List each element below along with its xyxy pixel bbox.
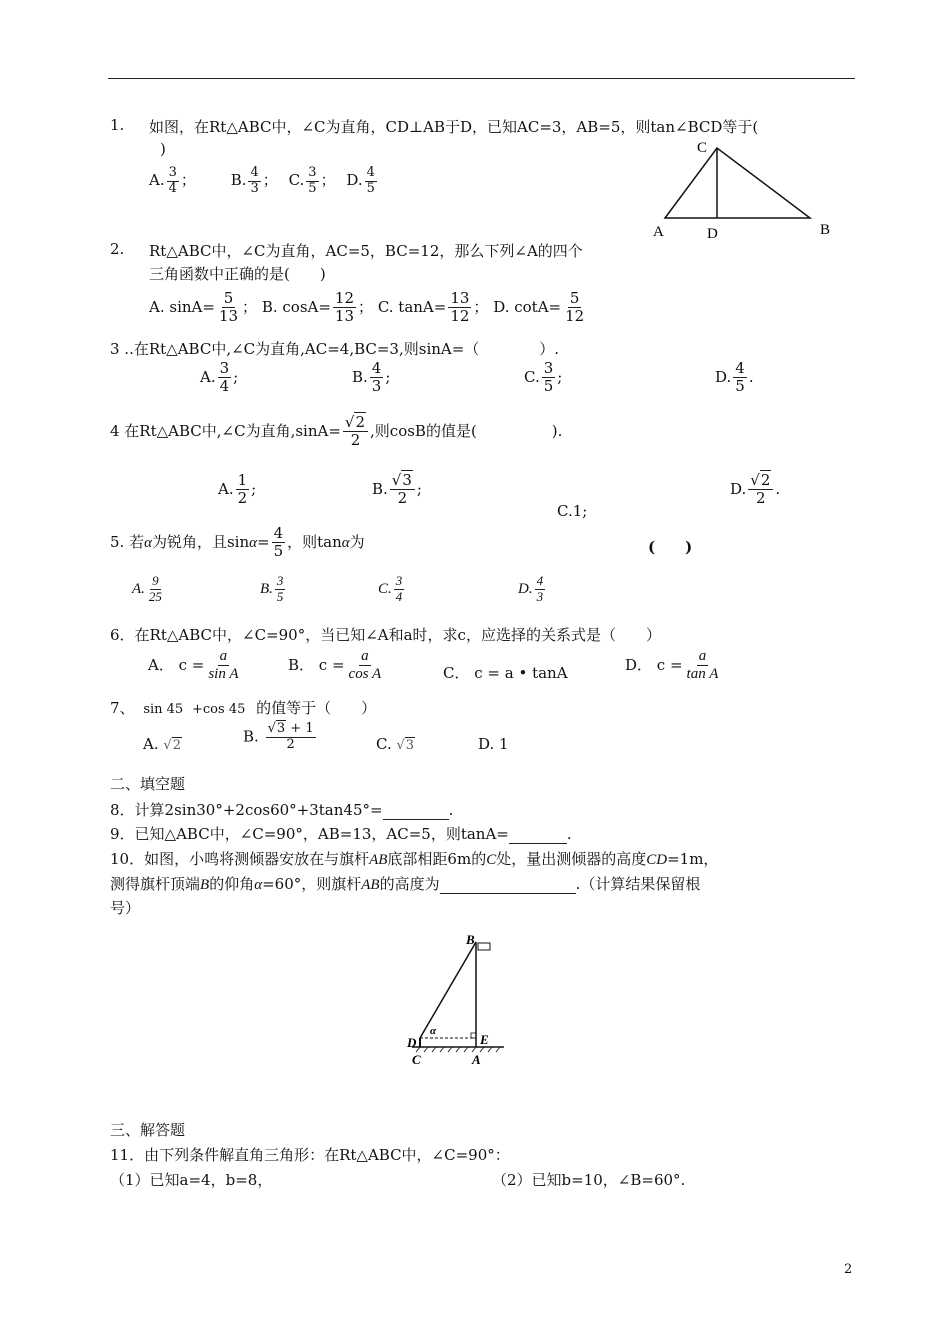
q10-line1: 10．如图，小鸣将测倾器安放在与旗杆AB底部相距6m的C处，量出测倾器的高度CD=1m， [110, 850, 719, 868]
q5-option-a: A. $\frac{9}{25}$ [132, 573, 162, 604]
q10-flagpole-figure [400, 930, 510, 1070]
q10-line3: 号） [110, 899, 141, 917]
section-fill-in-blank-heading: 二、填空题 [110, 775, 186, 793]
q1-label-a: A [653, 224, 664, 240]
q11-text: 11．由下列条件解直角三角形：在Rt△ABC中，∠C=90°： [110, 1146, 510, 1164]
section-solve-heading: 三、解答题 [110, 1121, 186, 1139]
q10-label-a: A [472, 1052, 481, 1067]
q2-option-b: B. cosA= $\frac{12}{13}$ ； [261, 289, 374, 326]
q10-line2: 测得旗杆顶端B的仰角α=60°，则旗杆AB的高度为 .（计算结果保留根 [110, 875, 701, 893]
q2-number: 2. [110, 240, 125, 258]
q10-label-e: E [480, 1032, 489, 1047]
q3-option-a: A. $\frac{3}{4}$ ; [200, 359, 239, 396]
q4-option-a: A. $\frac{1}{2}$ ; [218, 471, 257, 508]
q1-label-d: D [707, 226, 718, 242]
q2-option-c: C. tanA= $\frac{13}{12}$ ； [377, 289, 489, 326]
q6-option-b: B． c = $\frac{a}{\text{cos A}}$ [288, 648, 382, 683]
q10-label-alpha: α [430, 1025, 437, 1037]
q7-option-c: C. √3 [376, 735, 415, 753]
q1-options [149, 166, 379, 197]
q11-sub1: （1）已知a=4，b=8， [110, 1171, 273, 1189]
q5-text: 5. 若α为锐角，且sinα= $\frac{4}{5}$ ，则tanα为 [110, 524, 365, 561]
q3-option-b: B. $\frac{4}{3}$ ; [352, 359, 391, 396]
header-rule [108, 78, 855, 79]
q2-option-a: A. sinA= $\frac{5}{13}$ ； [149, 289, 258, 326]
q3-text: 3 ..在Rt△ABC中,∠C为直角,AC=4,BC=3,则sinA=（ ）. [110, 340, 560, 358]
q1-close-paren: ) [160, 140, 166, 158]
q1-option-b: B. $\frac{4}{3}$ ； [230, 165, 278, 196]
q7-option-a: A. √2 [143, 735, 181, 753]
q1-text: 如图，在Rt△ABC中，∠C为直角，CD⊥AB于D，已知AC=3，AB=5，则tan∠BCD等于( [149, 118, 759, 136]
q1-number: 1. [110, 116, 125, 134]
q1-triangle-figure [645, 136, 845, 246]
q4-option-c: C.1; [557, 502, 588, 520]
q7-option-b: B. $\frac{√3 + 1}{2}$ [243, 721, 314, 752]
q1-label-b: B [820, 222, 831, 238]
page-number: 2 [844, 1262, 853, 1277]
q1-option-a: A. $\frac{3}{4}$ ； [149, 165, 196, 196]
q2-options [149, 290, 588, 326]
q6-option-a: A． c = $\frac{a}{\text{sin A}}$ [148, 648, 239, 683]
q2-option-d: D. cotA= $\frac{5}{12}$ [493, 289, 585, 326]
q2-line2: 三角函数中正确的是( ) [149, 265, 326, 283]
q6-option-c: C． c = a • tanA [443, 664, 568, 682]
q4-option-b: B. $\frac{√3}{2}$ ; [372, 471, 422, 508]
q2-line1: Rt△ABC中，∠C为直角，AC=5，BC=12，那么下列∠A的四个 [149, 242, 583, 260]
q3-option-d: D. $\frac{4}{5}$ . [715, 359, 754, 396]
q10-label-c: C [412, 1052, 421, 1067]
q7-option-d: D. 1 [478, 735, 509, 753]
q5-option-c: C. $\frac{3}{4}$ [378, 573, 403, 604]
q4-text: 4 在Rt△ABC中,∠C为直角,sinA= $\frac{√2}{2}$ ,则cosB的值是( ). [110, 413, 563, 450]
q10-label-d: D [407, 1035, 417, 1050]
q7-text: 7、 sin 45 +cos 45 的值等于（ ） [110, 699, 377, 717]
q8-text: 8．计算2sin30°+2cos60°+3tan45°= . [110, 801, 454, 819]
q4-option-d: D. $\frac{√2}{2}$ . [730, 471, 781, 508]
q10-label-b: B [466, 932, 475, 947]
q5-option-b: B. $\frac{3}{5}$ [260, 573, 284, 604]
q5-answer-paren: ( ) [648, 538, 693, 556]
q11-sub2: （2）已知b=10，∠B=60°. [492, 1171, 686, 1189]
q1-option-d: D. $\frac{4}{5}$ [346, 165, 375, 196]
q9-text: 9．已知△ABC中，∠C=90°，AB=13，AC=5，则tanA= . [110, 825, 572, 843]
q1-option-c: C. $\frac{3}{5}$ ； [288, 165, 336, 196]
q6-option-d: D． c = $\frac{a}{\text{tan A}}$ [625, 648, 719, 683]
q5-option-d: D. $\frac{4}{3}$ [518, 573, 544, 604]
q6-text: 6．在Rt△ABC中，∠C=90°，当已知∠A和a时，求c，应选择的关系式是（ ） [110, 626, 661, 644]
q1-label-c: C [697, 140, 708, 156]
q3-option-c: C. $\frac{3}{5}$ ; [524, 359, 563, 396]
